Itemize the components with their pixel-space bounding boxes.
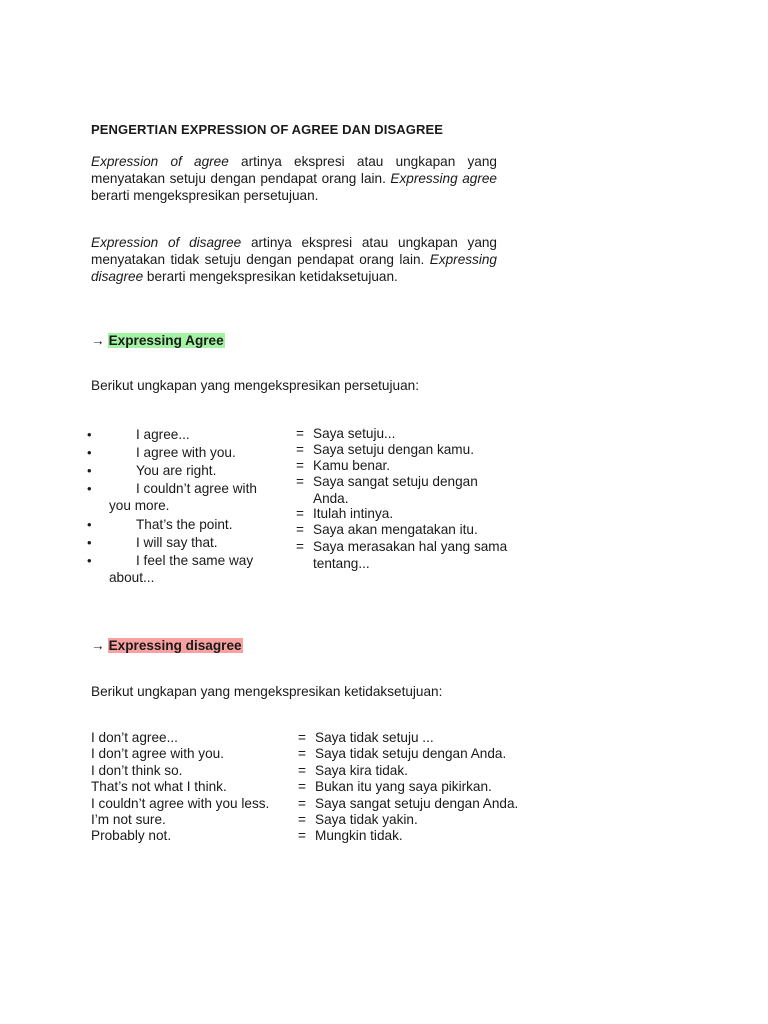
table-row bbox=[91, 762, 541, 779]
disagree-translation: Saya tidak setuju dengan Anda. bbox=[315, 746, 507, 762]
table-row bbox=[91, 745, 541, 762]
disagree-translation: Bukan itu yang saya pikirkan. bbox=[315, 779, 492, 795]
bullet-icon: • bbox=[87, 481, 92, 496]
equals-sign: = bbox=[296, 426, 304, 441]
disagree-definition-text-2: berarti mengekspresikan ketidaksetujuan. bbox=[143, 269, 398, 284]
bullet-icon: • bbox=[87, 463, 92, 478]
agree-expression: I will say that. bbox=[136, 535, 218, 550]
table-row bbox=[91, 795, 541, 812]
bullet-icon: • bbox=[87, 517, 92, 532]
equals-sign: = bbox=[298, 795, 306, 811]
disagree-translation: Saya tidak yakin. bbox=[315, 812, 418, 827]
disagree-heading-label: Expressing disagree bbox=[108, 638, 242, 653]
disagree-expression: That’s not what I think. bbox=[91, 779, 227, 795]
disagree-expression: I couldn’t agree with you less. bbox=[91, 795, 270, 811]
agree-expression: I feel the same way about... bbox=[109, 553, 254, 585]
disagree-expression: I don’t agree with you. bbox=[91, 746, 224, 762]
agree-translation: Itulah intinya. bbox=[313, 506, 394, 521]
agree-translation: Saya sangat setuju dengan Anda. bbox=[313, 474, 478, 506]
disagree-intro: Berikut ungkapan yang mengekspresikan ketidaksetujuan: bbox=[91, 684, 443, 699]
bullet-icon: • bbox=[87, 445, 92, 460]
disagree-translation: Saya kira tidak. bbox=[315, 762, 408, 778]
expressing-disagree-term: Expressing disagree bbox=[91, 252, 497, 284]
equals-sign: = bbox=[296, 442, 304, 457]
disagree-definition-text: artinya ekspresi atau ungkapan yang menyatakan tidak setuju dengan pendapat orang lain. bbox=[91, 235, 497, 267]
equals-sign: = bbox=[296, 522, 304, 537]
agree-heading-label: Expressing Agree bbox=[108, 333, 224, 348]
agree-translation: Saya setuju... bbox=[313, 426, 396, 441]
equals-sign: = bbox=[296, 458, 304, 473]
agree-expression: You are right. bbox=[136, 463, 217, 478]
disagree-expression: I don’t agree... bbox=[91, 730, 178, 745]
equals-sign: = bbox=[296, 474, 304, 489]
table-row bbox=[91, 729, 541, 746]
agree-expression: I couldn’t agree with you more. bbox=[109, 481, 257, 513]
bullet-icon: • bbox=[87, 553, 92, 568]
equals-sign: = bbox=[298, 779, 306, 795]
equals-sign: = bbox=[298, 762, 306, 778]
equals-sign: = bbox=[298, 730, 306, 745]
equals-sign: = bbox=[298, 828, 306, 844]
agree-definition-text: artinya ekspresi atau ungkapan yang menyatakan setuju dengan pendapat orang lain. bbox=[91, 154, 497, 186]
table-row bbox=[91, 811, 541, 828]
disagree-section-heading bbox=[91, 637, 243, 654]
disagree-expression: I’m not sure. bbox=[91, 812, 166, 827]
arrow-right-icon: → bbox=[91, 333, 105, 348]
agree-intro: Berikut ungkapan yang mengekspresikan persetujuan: bbox=[91, 378, 419, 393]
equals-sign: = bbox=[298, 746, 306, 762]
expressing-agree-term: Expressing agree bbox=[390, 171, 497, 186]
disagree-translation: Saya tidak setuju ... bbox=[315, 730, 434, 745]
agree-definition-text-2: berarti mengekspresikan persetujuan. bbox=[91, 188, 319, 203]
agree-definition bbox=[91, 153, 497, 204]
disagree-translation: Mungkin tidak. bbox=[315, 828, 403, 844]
disagree-expression: Probably not. bbox=[91, 828, 172, 844]
agree-term: Expression of agree bbox=[91, 154, 229, 169]
agree-translation: Kamu benar. bbox=[313, 458, 391, 473]
agree-translation: Saya setuju dengan kamu. bbox=[313, 442, 474, 457]
agree-translation: Saya akan mengatakan itu. bbox=[313, 522, 478, 537]
disagree-translation: Saya sangat setuju dengan Anda. bbox=[315, 795, 519, 811]
disagree-expression: I don’t think so. bbox=[91, 762, 183, 778]
page-title: PENGERTIAN EXPRESSION OF AGREE DAN DISAGREE bbox=[91, 122, 443, 137]
agree-expression: I agree with you. bbox=[136, 445, 236, 460]
agree-expression: I agree... bbox=[136, 427, 190, 442]
equals-sign: = bbox=[298, 812, 306, 827]
equals-sign: = bbox=[296, 539, 304, 554]
table-row bbox=[91, 827, 541, 844]
disagree-definition bbox=[91, 234, 497, 285]
agree-expression: That’s the point. bbox=[136, 517, 233, 532]
equals-sign: = bbox=[296, 506, 304, 521]
bullet-icon: • bbox=[87, 535, 92, 550]
bullet-icon: • bbox=[87, 427, 92, 442]
table-row bbox=[91, 778, 541, 795]
agree-translation: Saya merasakan hal yang sama tentang... bbox=[313, 539, 508, 571]
agree-section-heading bbox=[91, 332, 225, 349]
arrow-right-icon: → bbox=[91, 638, 105, 653]
disagree-term: Expression of disagree bbox=[91, 235, 242, 250]
